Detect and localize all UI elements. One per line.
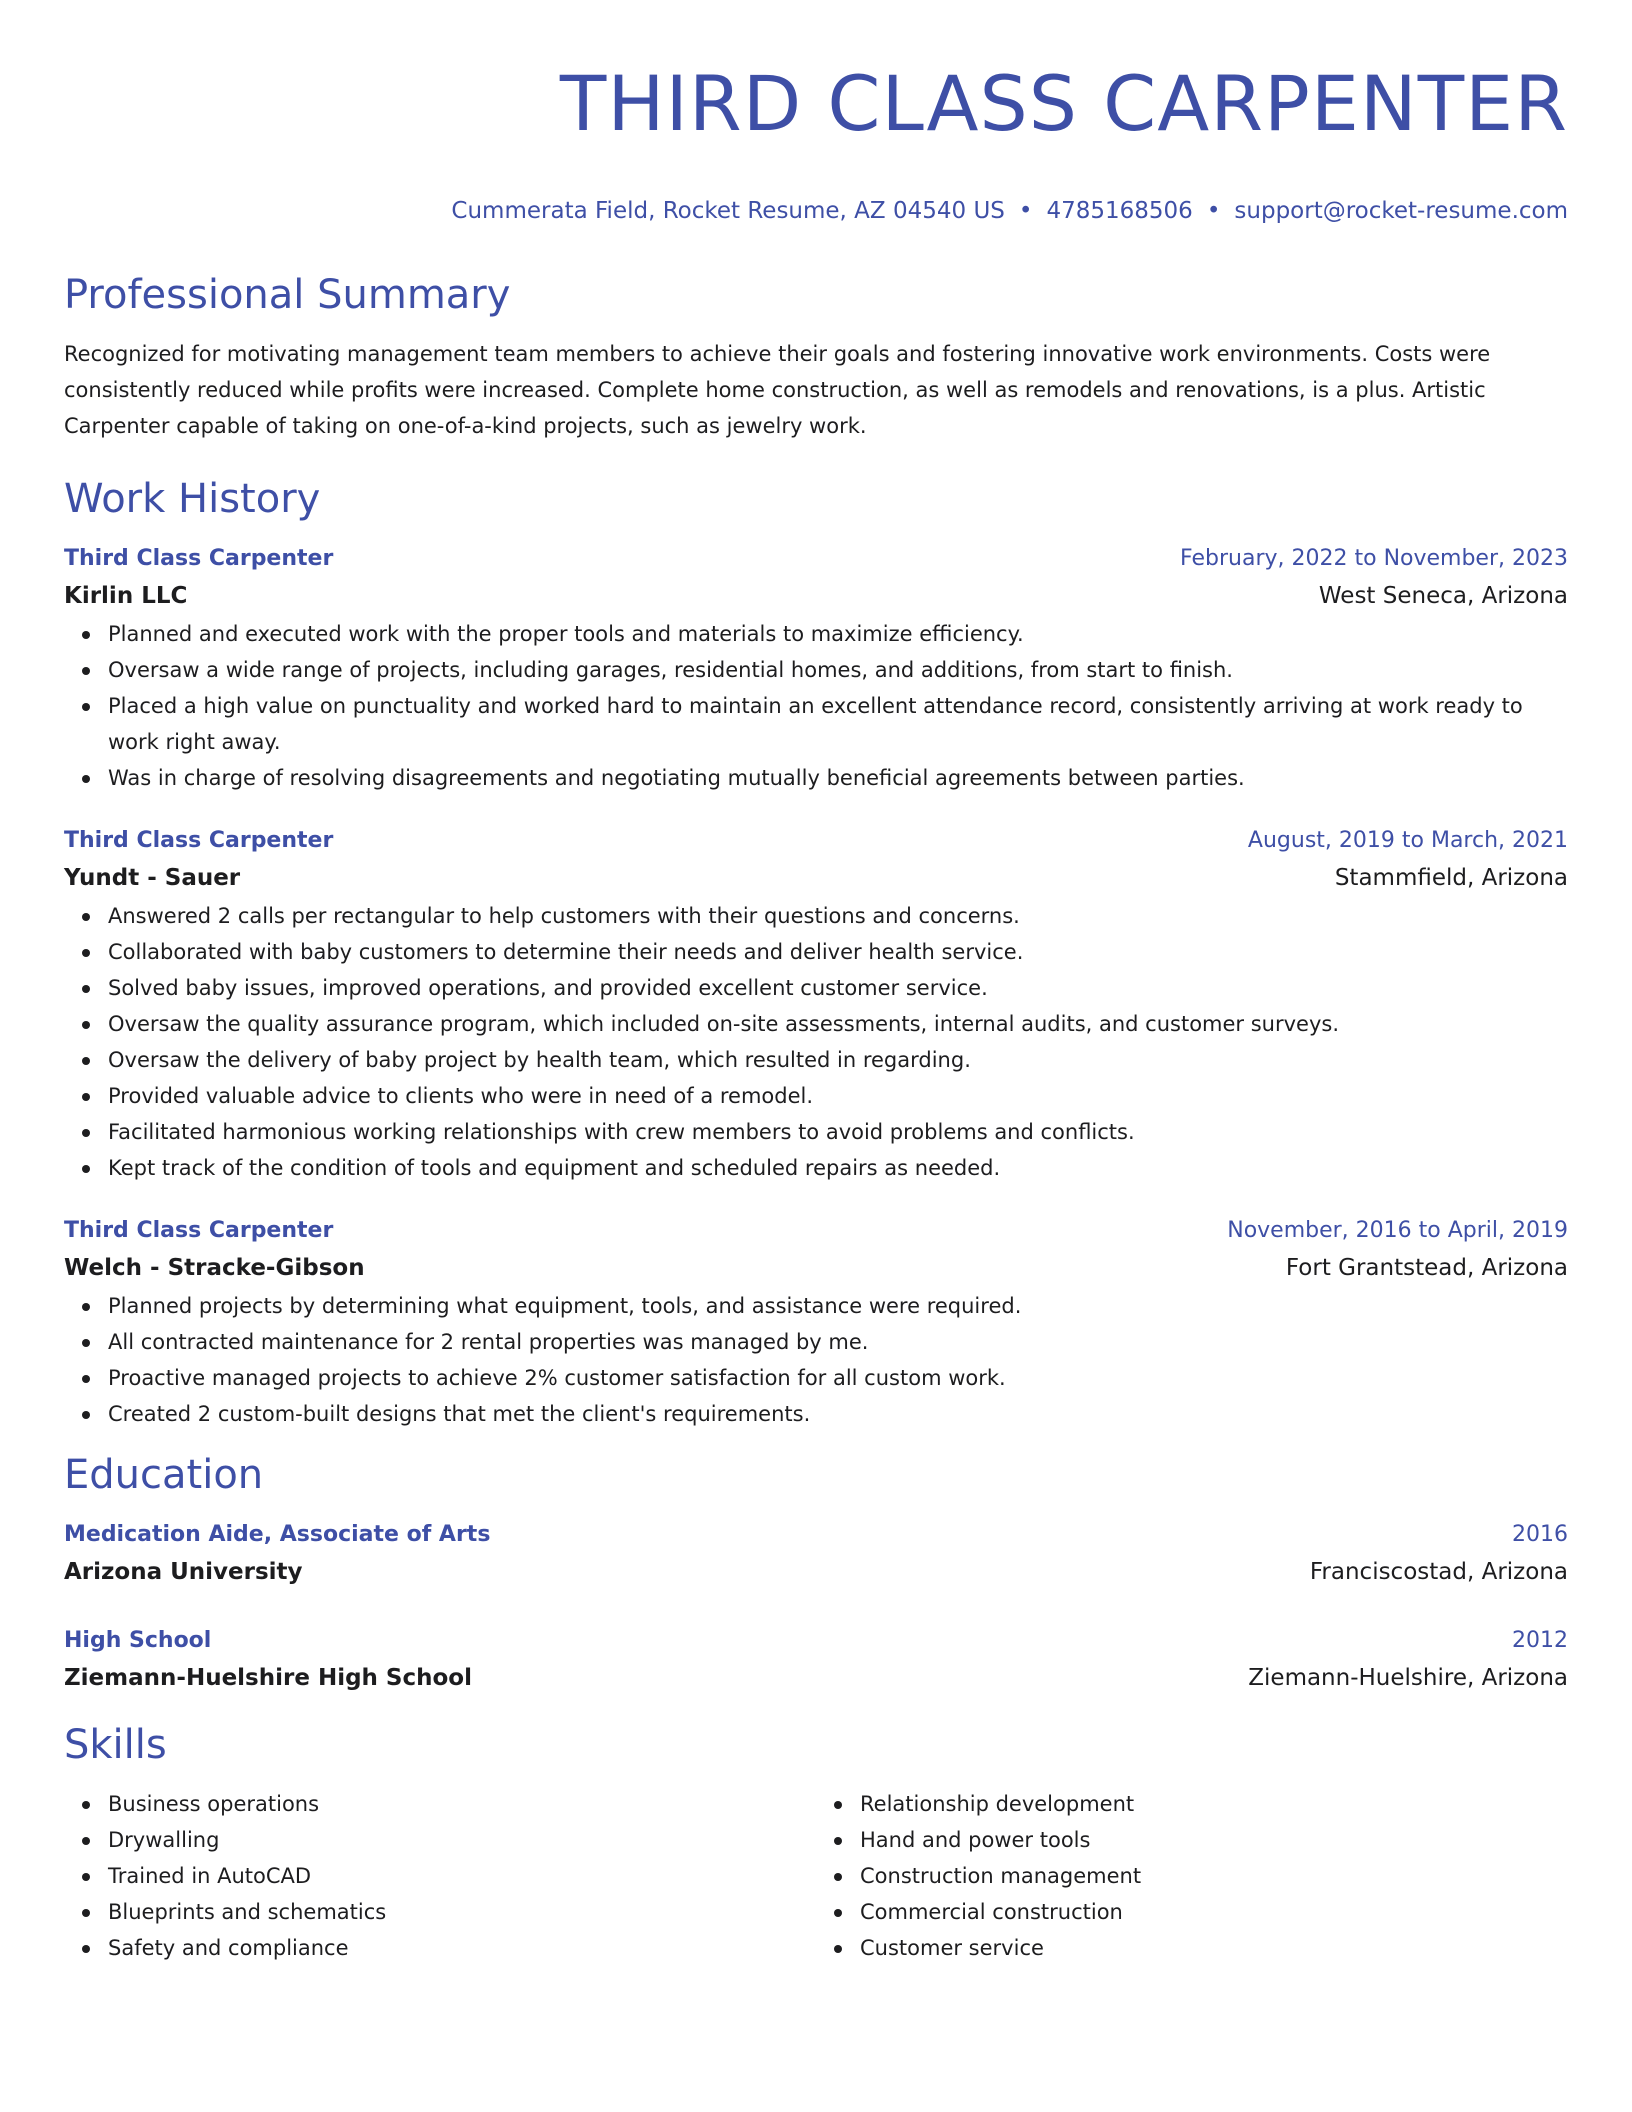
education-degree: Medication Aide, Associate of Arts	[64, 1522, 491, 1547]
job-dates: August, 2019 to March, 2021	[1247, 828, 1568, 853]
skill-item: Hand and power tools	[860, 1822, 1568, 1858]
contact-separator: •	[1206, 198, 1221, 224]
education-entry	[64, 1518, 1568, 1592]
summary-heading: Professional Summary	[64, 272, 511, 318]
education-header	[64, 1624, 1568, 1658]
skills-list-left	[64, 1786, 816, 1966]
job-location: West Seneca, Arizona	[1318, 583, 1568, 609]
job-bullet: Created 2 custom-built designs that met the client's requirements.	[108, 1396, 1568, 1432]
job-bullet: Solved baby issues, improved operations, and provided excellent customer service.	[108, 970, 1568, 1006]
skill-item: Business operations	[108, 1786, 816, 1822]
education-year: 2012	[1512, 1628, 1568, 1653]
education-year: 2016	[1512, 1522, 1568, 1547]
education-degree: High School	[64, 1628, 212, 1653]
job-bullets	[64, 898, 1568, 1186]
job-bullet: Collaborated with baby customers to determine their needs and deliver health service.	[108, 934, 1568, 970]
skill-item: Commercial construction	[860, 1894, 1568, 1930]
skill-item: Safety and compliance	[108, 1930, 816, 1966]
contact-address: Cummerata Field, Rocket Resume, AZ 04540 US	[451, 198, 1005, 224]
job-bullet: Answered 2 calls per rectangular to help customers with their questions and concerns.	[108, 898, 1568, 934]
job-header	[64, 542, 1568, 576]
job-bullet: Oversaw a wide range of projects, including garages, residential homes, and additions, from start to finish.	[108, 652, 1568, 688]
job-subheader	[64, 1248, 1568, 1288]
job-entry	[64, 542, 1568, 796]
education-subheader	[64, 1658, 1568, 1698]
job-bullet: Planned projects by determining what equipment, tools, and assistance were required.	[108, 1288, 1568, 1324]
job-role: Third Class Carpenter	[64, 546, 334, 571]
job-bullet: Proactive managed projects to achieve 2% customer satisfaction for all custom work.	[108, 1360, 1568, 1396]
skill-item: Construction management	[860, 1858, 1568, 1894]
contact-separator: •	[1018, 198, 1033, 224]
work-history-heading: Work History	[64, 476, 321, 522]
education-location: Franciscostad, Arizona	[1309, 1559, 1568, 1585]
job-header	[64, 1214, 1568, 1248]
skills-heading: Skills	[64, 1722, 167, 1768]
job-subheader	[64, 858, 1568, 898]
job-bullets	[64, 616, 1568, 796]
job-dates: February, 2022 to November, 2023	[1180, 546, 1568, 571]
job-bullet: Placed a high value on punctuality and worked hard to maintain an excellent attendance record, consistently arriving at work ready to work right away.	[108, 688, 1568, 760]
skill-item: Blueprints and schematics	[108, 1894, 816, 1930]
job-company: Yundt - Sauer	[64, 865, 241, 891]
job-bullet: All contracted maintenance for 2 rental properties was managed by me.	[108, 1324, 1568, 1360]
skill-item: Customer service	[860, 1930, 1568, 1966]
education-school: Arizona University	[64, 1559, 303, 1585]
job-bullet: Was in charge of resolving disagreements and negotiating mutually beneficial agreements between parties.	[108, 760, 1568, 796]
job-dates: November, 2016 to April, 2019	[1227, 1218, 1568, 1243]
job-company: Kirlin LLC	[64, 583, 188, 609]
job-entry	[64, 1214, 1568, 1432]
job-bullets	[64, 1288, 1568, 1432]
job-bullet: Kept track of the condition of tools and equipment and scheduled repairs as needed.	[108, 1150, 1568, 1186]
skill-item: Relationship development	[860, 1786, 1568, 1822]
job-bullet: Oversaw the delivery of baby project by health team, which resulted in regarding.	[108, 1042, 1568, 1078]
job-company: Welch - Stracke-Gibson	[64, 1255, 365, 1281]
skill-item: Trained in AutoCAD	[108, 1858, 816, 1894]
job-location: Fort Grantstead, Arizona	[1285, 1255, 1568, 1281]
education-school: Ziemann-Huelshire High School	[64, 1665, 472, 1691]
job-bullet: Oversaw the quality assurance program, which included on-site assessments, internal audits, and customer surveys.	[108, 1006, 1568, 1042]
education-heading: Education	[64, 1452, 264, 1498]
education-subheader	[64, 1552, 1568, 1592]
job-bullet: Provided valuable advice to clients who were in need of a remodel.	[108, 1078, 1568, 1114]
education-location: Ziemann-Huelshire, Arizona	[1248, 1665, 1568, 1691]
job-role: Third Class Carpenter	[64, 828, 334, 853]
resume-page	[64, 0, 1568, 1966]
resume-name: THIRD CLASS CARPENTER	[559, 59, 1568, 148]
job-role: Third Class Carpenter	[64, 1218, 334, 1243]
job-bullet: Facilitated harmonious working relationships with crew members to avoid problems and conflicts.	[108, 1114, 1568, 1150]
job-header	[64, 824, 1568, 858]
job-entry	[64, 824, 1568, 1186]
contact-phone: 4785168506	[1046, 198, 1193, 224]
job-bullet: Planned and executed work with the proper tools and materials to maximize efficiency.	[108, 616, 1568, 652]
contact-line	[64, 196, 1568, 226]
contact-email: support@rocket-resume.com	[1234, 198, 1568, 224]
skill-item: Drywalling	[108, 1822, 816, 1858]
education-header	[64, 1518, 1568, 1552]
skills-list-right	[816, 1786, 1568, 1966]
job-location: Stammfield, Arizona	[1334, 865, 1568, 891]
education-entry	[64, 1624, 1568, 1698]
skills-columns	[64, 1786, 1568, 1966]
job-subheader	[64, 576, 1568, 616]
summary-text: Recognized for motivating management team members to achieve their goals and fostering innovative work environments. Costs were consistently reduced while profits were increased. Complete home construction, as well as remodels and renovations, is a plus. Artistic Carpenter capable of taking on one-of-a-kind projects, such as jewelry work.	[64, 342, 1491, 438]
